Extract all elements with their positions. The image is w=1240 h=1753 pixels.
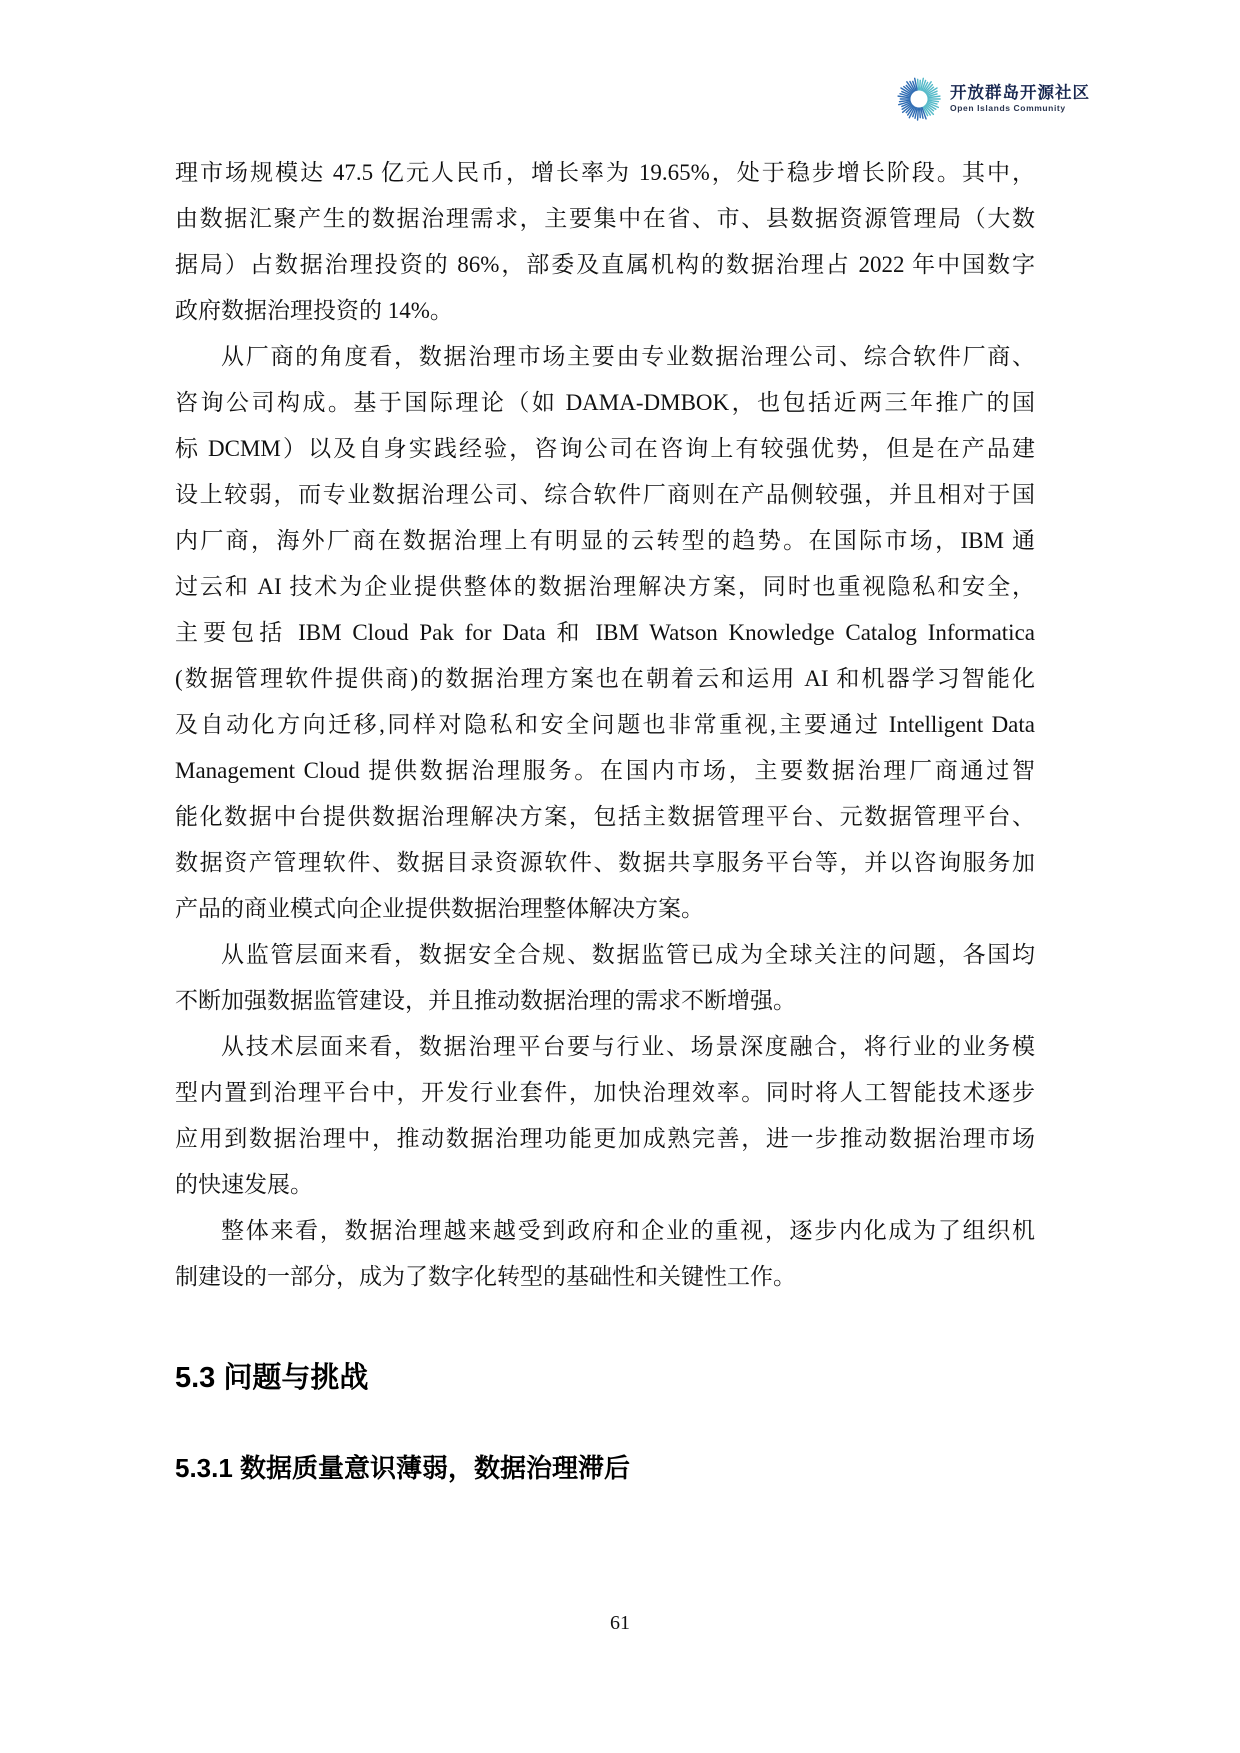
text-line: 及自动化方向迁移,同样对隐私和安全问题也非常重视,主要通过 Intelligent Data [175,712,1035,737]
text-line: 数据资产管理软件、数据目录资源软件、数据共享服务平台等，并以咨询服务加 [175,850,1035,875]
paragraph [175,150,1035,334]
subsection-heading: 5.3.1 数据质量意识薄弱，数据治理滞后 [175,1452,631,1483]
text-line: 过云和 AI 技术为企业提供整体的数据治理解决方案，同时也重视隐私和安全， [175,574,1035,599]
text-line: 应用到数据治理中，推动数据治理功能更加成熟完善，进一步推动数据治理市场 [175,1126,1035,1151]
body-text [175,150,1035,1485]
paragraph [175,1208,1035,1300]
logo-subtitle: Open Islands Community [950,102,1066,113]
text-line: 的快速发展。 [175,1172,313,1197]
paragraph [175,1024,1035,1208]
paragraph [175,334,1035,932]
section-heading: 5.3 问题与挑战 [175,1362,369,1394]
text-line: 型内置到治理平台中，开发行业套件，加快治理效率。同时将人工智能技术逐步 [175,1080,1035,1105]
logo-burst-icon [896,76,942,122]
text-line: 产品的商业模式向企业提供数据治理整体解决方案。 [175,896,704,921]
text-line: 标 DCMM）以及自身实践经验，咨询公司在咨询上有较强优势，但是在产品建 [175,436,1035,461]
text-line: 设上较弱，而专业数据治理公司、综合软件厂商则在产品侧较强，并且相对于国 [175,482,1035,507]
text-line: 内厂商，海外厂商在数据治理上有明显的云转型的趋势。在国际市场，IBM 通 [175,528,1035,553]
text-line: 从厂商的角度看，数据治理市场主要由专业数据治理公司、综合软件厂商、 [221,344,1035,369]
text-line: 不断加强数据监管建设，并且推动数据治理的需求不断增强。 [175,988,796,1013]
text-line: 整体来看，数据治理越来越受到政府和企业的重视，逐步内化成为了组织机 [221,1218,1035,1243]
text-line: 从监管层面来看，数据安全合规、数据监管已成为全球关注的问题，各国均 [221,942,1035,967]
text-line: 制建设的一部分，成为了数字化转型的基础性和关键性工作。 [175,1264,796,1289]
text-line: (数据管理软件提供商)的数据治理方案也在朝着云和运用 AI 和机器学习智能化 [175,666,1035,691]
text-line: 咨询公司构成。基于国际理论（如 DAMA-DMBOK，也包括近两三年推广的国 [175,390,1035,415]
logo-title: 开放群岛开源社区 [950,83,1090,102]
text-line: 能化数据中台提供数据治理解决方案，包括主数据管理平台、元数据管理平台、 [175,804,1035,829]
text-line: 主要包括 IBM Cloud Pak for Data 和 IBM Watson Knowledge Catalog Informatica [175,620,1035,645]
text-line: 由数据汇聚产生的数据治理需求，主要集中在省、市、县数据资源管理局（大数 [175,206,1035,231]
logo [896,76,1090,122]
text-line: 政府数据治理投资的 14%。 [175,298,453,323]
text-line: Management Cloud 提供数据治理服务。在国内市场，主要数据治理厂商通过智 [175,758,1035,783]
page-number: 61 [610,1612,630,1634]
paragraph [175,932,1035,1024]
logo-text [950,84,1090,114]
text-line: 据局）占数据治理投资的 86%，部委及直属机构的数据治理占 2022 年中国数字 [175,252,1035,277]
text-line: 从技术层面来看，数据治理平台要与行业、场景深度融合，将行业的业务模 [221,1034,1035,1059]
text-line: 理市场规模达 47.5 亿元人民币，增长率为 19.65%，处于稳步增长阶段。其中， [175,160,1035,185]
